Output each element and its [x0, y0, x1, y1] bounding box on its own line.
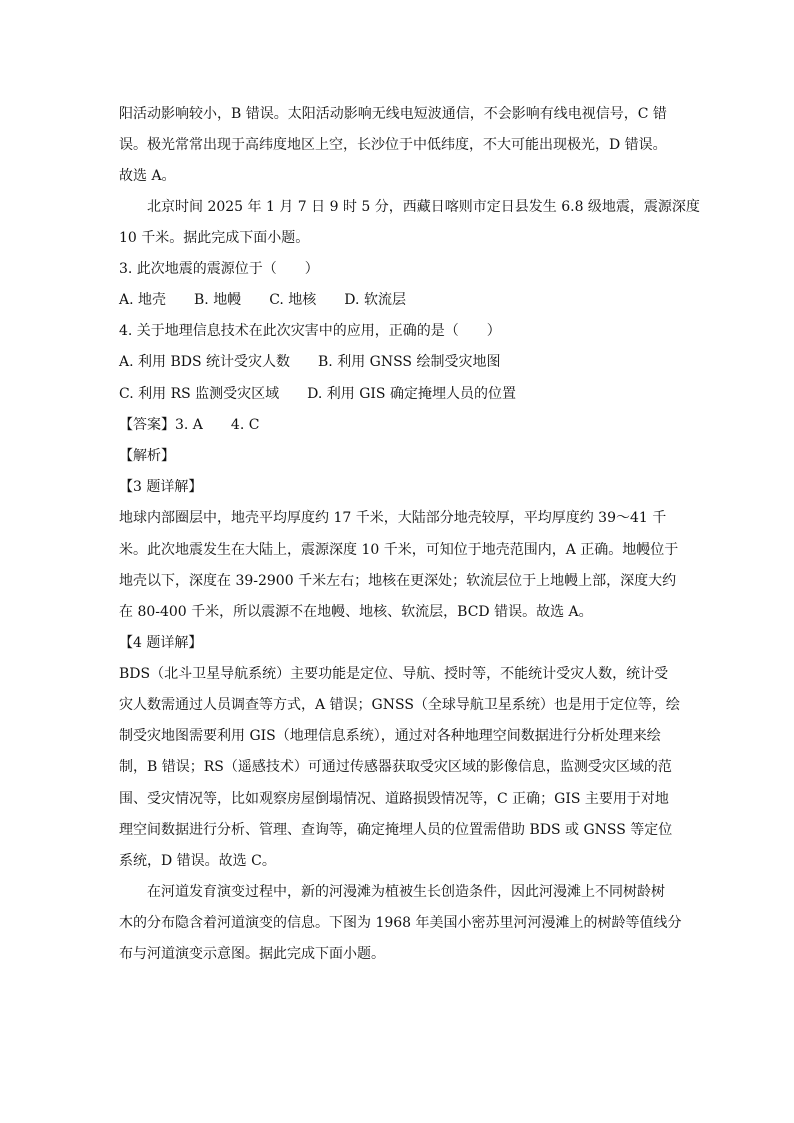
question-4: 4. 关于地理信息技术在此次灾害中的应用，正确的是（ ） [119, 323, 501, 339]
question-4-options-cd: C. 利用 RS 监测受灾区域 D. 利用 GIS 确定掩埋人员的位置 [119, 386, 516, 402]
text-line: 制，B 错误；RS（遥感技术）可通过传感器获取受灾区域的影像信息，监测受灾区域的范 [119, 759, 672, 775]
text-line: 在河道发育演变过程中，新的河漫滩为植被生长创造条件，因此河漫滩上不同树龄树 [147, 884, 665, 900]
text-line: 10 千米。据此完成下面小题。 [119, 230, 310, 246]
text-line: 木的分布隐含着河道演变的信息。下图为 1968 年美国小密苏里河河漫滩上的树龄等值线分 [119, 915, 682, 931]
question-4-options-ab: A. 利用 BDS 统计受灾人数 B. 利用 GNSS 绘制受灾地图 [119, 354, 501, 370]
text-line: 误。极光常常出现于高纬度地区上空，长沙位于中低纬度，不大可能出现极光，D 错误。 [119, 137, 667, 153]
text-line: 在 80-400 千米，所以震源不在地幔、地核、软流层，BCD 错误。故选 A。 [119, 604, 593, 620]
q4-detail-heading: 【4 题详解】 [119, 635, 203, 651]
text-line: 围、受灾情况等，比如观察房屋倒塌情况、道路损毁情况等，C 正确；GIS 主要用于对地 [119, 791, 669, 807]
text-line: 系统，D 错误。故选 C。 [119, 853, 276, 869]
text-line: 故选 A。 [119, 168, 176, 184]
question-3-options: A. 地壳 B. 地幔 C. 地核 D. 软流层 [119, 292, 406, 308]
text-line: 布与河道演变示意图。据此完成下面小题。 [119, 946, 385, 962]
text-line: 制受灾地图需要利用 GIS（地理信息系统），通过对各种地理空间数据进行分析处理来绘 [119, 728, 661, 744]
text-line: 地球内部圈层中，地壳平均厚度约 17 千米，大陆部分地壳较厚，平均厚度约 39～41 千 [119, 510, 667, 526]
answer-line: 【答案】3. A 4. C [119, 417, 260, 433]
text-line: BDS（北斗卫星导航系统）主要功能是定位、导航、授时等，不能统计受灾人数，统计受 [119, 666, 669, 682]
text-line: 北京时间 2025 年 1 月 7 日 9 时 5 分，西藏日喀则市定日县发生 6.8 级地震，震源深度 [147, 199, 700, 215]
analysis-heading: 【解析】 [119, 448, 175, 464]
text-line: 米。此次地震发生在大陆上，震源深度 10 千米，可知位于地壳范围内，A 正确。地幔位于 [119, 542, 679, 558]
text-line: 理空间数据进行分析、管理、查询等，确定掩埋人员的位置需借助 BDS 或 GNSS 等定位 [119, 822, 673, 838]
text-line: 地壳以下，深度在 39-2900 千米左右；地核在更深处；软流层位于上地幔上部，深度大约 [119, 573, 677, 589]
question-3: 3. 此次地震的震源位于（ ） [119, 261, 319, 277]
q3-detail-heading: 【3 题详解】 [119, 479, 203, 495]
text-line: 灾人数需通过人员调查等方式，A 错误；GNSS（全球导航卫星系统）也是用于定位等，绘 [119, 697, 680, 713]
text-line: 阳活动影响较小，B 错误。太阳活动影响无线电短波通信，不会影响有线电视信号，C 错 [119, 106, 667, 122]
